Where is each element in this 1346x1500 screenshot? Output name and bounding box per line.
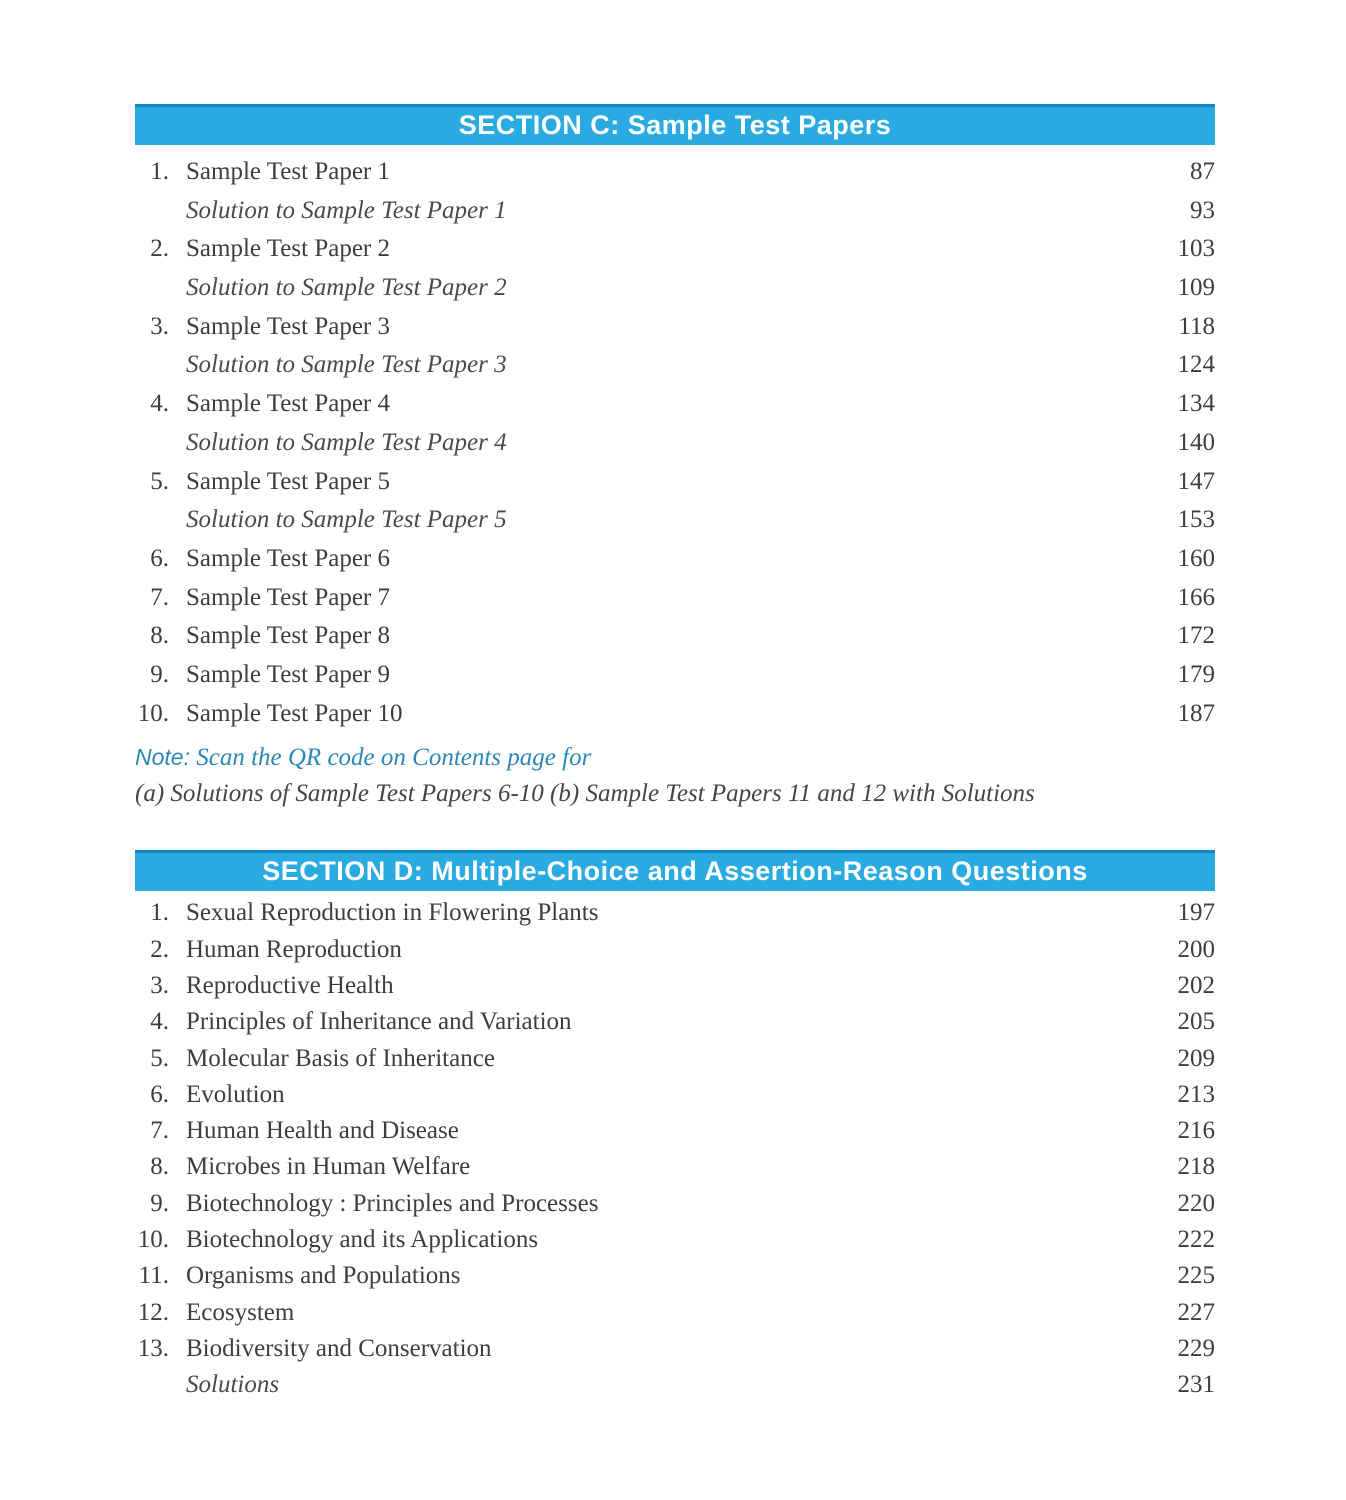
toc-entry-number: 10. bbox=[137, 699, 169, 727]
qr-note-block bbox=[135, 739, 1215, 812]
toc-entry-page-number: 147 bbox=[1177, 467, 1215, 495]
toc-entry-label: Human Reproduction bbox=[186, 935, 402, 963]
toc-entry-number: 7. bbox=[150, 1117, 169, 1145]
toc-entry-number: 6. bbox=[150, 544, 169, 572]
toc-entry-label: Sample Test Paper 6 bbox=[186, 544, 391, 572]
toc-entry-label: Sample Test Paper 10 bbox=[186, 699, 403, 727]
toc-entry-page-number: 87 bbox=[1190, 158, 1215, 185]
toc-entry-page-number: 218 bbox=[1177, 1153, 1215, 1181]
toc-entry-page-number: 229 bbox=[1177, 1334, 1215, 1362]
toc-entry-label: Biotechnology and its Applications bbox=[186, 1225, 539, 1253]
toc-entry-number: 4. bbox=[150, 1008, 169, 1036]
toc-entry-label: Reproductive Health bbox=[186, 971, 394, 999]
section-d-toc-list bbox=[135, 895, 1215, 1403]
section-c-toc-list bbox=[135, 153, 1215, 733]
toc-entry-row bbox=[135, 617, 1215, 656]
toc-entry-row bbox=[135, 463, 1215, 502]
toc-entry-page-number: 93 bbox=[1190, 196, 1215, 224]
toc-entry-page-number: 134 bbox=[1177, 390, 1215, 418]
toc-entry-row bbox=[135, 540, 1215, 579]
toc-entry-row bbox=[135, 1186, 1215, 1222]
toc-entry-number: 2. bbox=[150, 235, 169, 263]
toc-entry-label: Ecosystem bbox=[186, 1298, 295, 1326]
toc-entry-row bbox=[135, 1077, 1215, 1113]
toc-entry-row bbox=[135, 1295, 1215, 1331]
toc-entry-label: Solution to Sample Test Paper 4 bbox=[186, 428, 507, 456]
toc-entry-number: 5. bbox=[150, 467, 169, 495]
toc-entry-label: Solution to Sample Test Paper 3 bbox=[186, 351, 507, 379]
toc-entry-label: Microbes in Human Welfare bbox=[186, 1153, 471, 1181]
toc-entry-number: 10. bbox=[137, 1225, 169, 1253]
toc-entry-page-number: 220 bbox=[1177, 1189, 1215, 1217]
toc-entry-label: Solution to Sample Test Paper 2 bbox=[186, 274, 507, 302]
toc-entry-page-number: 103 bbox=[1177, 235, 1215, 263]
toc-entry-page-number: 222 bbox=[1177, 1225, 1215, 1253]
toc-entry-page-number: 172 bbox=[1177, 622, 1215, 650]
toc-entry-page-number: 118 bbox=[1178, 312, 1215, 340]
toc-entry-row bbox=[135, 192, 1215, 231]
toc-entry-number: 2. bbox=[150, 935, 169, 963]
toc-entry-page-number: 216 bbox=[1177, 1117, 1215, 1145]
toc-entry-page-number: 225 bbox=[1177, 1262, 1215, 1290]
toc-entry-page-number: 231 bbox=[1177, 1371, 1215, 1399]
toc-entry-row bbox=[135, 1222, 1215, 1258]
toc-entry-page-number: 200 bbox=[1177, 935, 1215, 963]
toc-entry-number: 1. bbox=[150, 899, 169, 927]
toc-entry-row bbox=[135, 308, 1215, 347]
toc-entry-number: 6. bbox=[150, 1080, 169, 1108]
toc-entry-label: Sample Test Paper 3 bbox=[186, 312, 391, 340]
toc-entry-row bbox=[135, 656, 1215, 695]
section-d-header-bar bbox=[135, 850, 1215, 891]
toc-entry-number: 8. bbox=[150, 622, 169, 650]
toc-entry-page-number: 124 bbox=[1177, 351, 1215, 379]
toc-entry-page-number: 160 bbox=[1177, 544, 1215, 572]
toc-entry-label: Molecular Basis of Inheritance bbox=[186, 1044, 495, 1072]
toc-entry-number: 9. bbox=[150, 1189, 169, 1217]
toc-entry-page-number: 205 bbox=[1177, 1008, 1215, 1036]
toc-entry-row bbox=[135, 579, 1215, 618]
qr-note-line-2: (a) Solutions of Sample Test Papers 6-10 (b) Sample Test Papers 11 and 12 with Solutions bbox=[135, 780, 1035, 808]
toc-entry-page-number: 213 bbox=[1177, 1080, 1215, 1108]
toc-entry-row bbox=[135, 230, 1215, 269]
toc-entry-page-number: 140 bbox=[1177, 428, 1215, 456]
toc-entry-page-number: 109 bbox=[1177, 274, 1215, 302]
toc-entry-label: Sample Test Paper 1 bbox=[186, 158, 391, 185]
toc-entry-row bbox=[135, 1331, 1215, 1367]
toc-entry-label: Human Health and Disease bbox=[186, 1117, 459, 1145]
toc-entry-label: Sample Test Paper 9 bbox=[186, 660, 391, 688]
toc-entry-page-number: 166 bbox=[1177, 583, 1215, 611]
toc-entry-label: Solution to Sample Test Paper 5 bbox=[186, 506, 507, 534]
toc-entry-page-number: 209 bbox=[1177, 1044, 1215, 1072]
toc-entry-row bbox=[135, 501, 1215, 540]
toc-entry-label: Biodiversity and Conservation bbox=[186, 1334, 492, 1362]
toc-entry-row bbox=[135, 346, 1215, 385]
toc-entry-number: 8. bbox=[150, 1153, 169, 1181]
toc-entry-row bbox=[135, 1149, 1215, 1185]
toc-entry-number: 1. bbox=[150, 158, 169, 185]
qr-note-prefix: Note: bbox=[135, 744, 190, 771]
toc-entry-page-number: 187 bbox=[1177, 699, 1215, 727]
toc-entry-page-number: 227 bbox=[1177, 1298, 1215, 1326]
toc-entry-row bbox=[135, 1258, 1215, 1294]
section-c-title: SECTION C: Sample Test Papers bbox=[458, 109, 892, 140]
toc-entry-number: 12. bbox=[137, 1298, 169, 1326]
toc-entry-number: 5. bbox=[150, 1044, 169, 1072]
toc-entry-page-number: 202 bbox=[1177, 971, 1215, 999]
toc-entry-row bbox=[135, 1004, 1215, 1040]
toc-entry-row bbox=[135, 1041, 1215, 1077]
toc-entry-label: Solution to Sample Test Paper 1 bbox=[186, 196, 507, 224]
toc-entry-label: Solutions bbox=[186, 1371, 280, 1399]
toc-entry-page-number: 197 bbox=[1177, 899, 1215, 927]
toc-entry-label: Principles of Inheritance and Variation bbox=[186, 1008, 572, 1036]
qr-note-line-1 bbox=[135, 739, 1215, 776]
toc-entry-row bbox=[135, 385, 1215, 424]
toc-entry-label: Sexual Reproduction in Flowering Plants bbox=[186, 899, 599, 927]
toc-entry-number: 9. bbox=[150, 660, 169, 688]
toc-entry-label: Biotechnology : Principles and Processes bbox=[186, 1189, 599, 1217]
toc-entry-label: Sample Test Paper 8 bbox=[186, 622, 391, 650]
toc-entry-row bbox=[135, 1367, 1215, 1403]
toc-entry-number: 11. bbox=[138, 1262, 169, 1290]
section-c-header-bar bbox=[135, 104, 1215, 145]
toc-entry-row bbox=[135, 968, 1215, 1004]
toc-entry-row bbox=[135, 1113, 1215, 1149]
toc-entry-page-number: 153 bbox=[1177, 506, 1215, 534]
section-d-title: SECTION D: Multiple-Choice and Assertion-Reason Questions bbox=[262, 855, 1088, 886]
toc-entry-label: Sample Test Paper 7 bbox=[186, 583, 391, 611]
page-content bbox=[135, 104, 1215, 1403]
qr-note-text: Scan the QR code on Contents page for bbox=[189, 744, 592, 772]
toc-entry-row bbox=[135, 424, 1215, 463]
toc-entry-label: Evolution bbox=[186, 1080, 285, 1108]
toc-entry-label: Sample Test Paper 4 bbox=[186, 390, 391, 418]
toc-entry-number: 3. bbox=[150, 971, 169, 999]
toc-entry-row bbox=[135, 153, 1215, 192]
toc-entry-label: Organisms and Populations bbox=[186, 1262, 461, 1290]
toc-entry-label: Sample Test Paper 2 bbox=[186, 235, 391, 263]
toc-entry-number: 3. bbox=[150, 312, 169, 340]
toc-entry-row bbox=[135, 895, 1215, 931]
toc-entry-number: 4. bbox=[150, 390, 169, 418]
toc-entry-number: 7. bbox=[150, 583, 169, 611]
toc-entry-row bbox=[135, 269, 1215, 308]
toc-entry-page-number: 179 bbox=[1177, 660, 1215, 688]
toc-entry-row bbox=[135, 932, 1215, 968]
toc-entry-row bbox=[135, 695, 1215, 734]
toc-entry-label: Sample Test Paper 5 bbox=[186, 467, 391, 495]
toc-entry-number: 13. bbox=[137, 1334, 169, 1362]
